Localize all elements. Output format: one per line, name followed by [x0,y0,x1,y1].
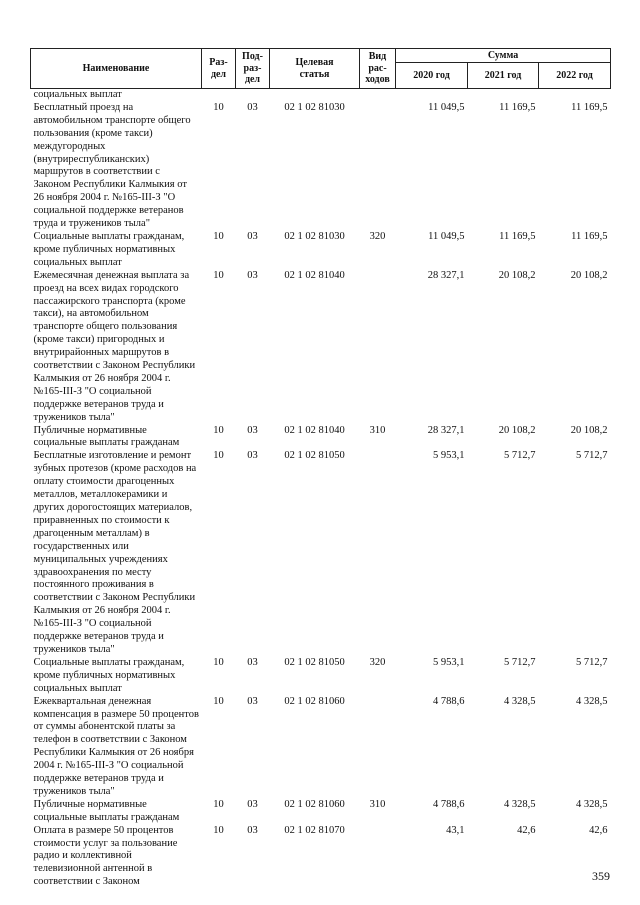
cell-2022: 5 712,7 [576,656,608,668]
header-2020: 2020 год [396,63,468,89]
cell-razdel: 10 [213,450,224,462]
cell-vid [360,696,396,799]
cell-2022: 11 169,5 [571,101,608,113]
cell-podrazdel: 03 [247,798,258,810]
cell-2022: 11 169,5 [571,230,608,242]
cell-name: Социальные выплаты гражданам, кроме публичных нормативных социальных выплат [33,230,185,268]
cell-podrazdel: 03 [247,695,258,707]
cell-target: 02 1 02 81040 [284,269,345,281]
cell-vid: 320 [369,230,386,242]
cell-2021: 20 108,2 [498,269,536,281]
header-sum: Сумма [396,49,611,63]
cell-2021: 5 712,7 [504,656,536,668]
header-vid-line1: Вид [368,51,387,63]
cell-2022: 4 328,5 [576,798,608,810]
table-row [31,696,611,799]
cell-2021 [468,89,539,102]
cell-2022: 4 328,5 [576,695,608,707]
cell-podrazdel: 03 [247,424,258,436]
cell-2020: 4 788,6 [433,798,465,810]
cell-razdel: 10 [213,695,224,707]
cell-2021: 42,6 [517,824,536,836]
cell-2022 [539,89,611,102]
header-razdel [202,49,236,89]
table-row [31,657,611,696]
header-podrazdel-line1: Под- [242,51,263,63]
cell-razdel: 10 [213,101,224,113]
table-body [31,89,611,890]
header-vid [360,49,396,89]
table-row [31,89,611,102]
cell-razdel: 10 [213,656,224,668]
cell-podrazdel: 03 [247,656,258,668]
cell-vid [360,102,396,231]
table-row [31,825,611,890]
cell-podrazdel: 03 [247,230,258,242]
cell-name: социальных выплат [33,89,122,100]
cell-target: 02 1 02 81060 [284,798,345,810]
cell-2020: 5 953,1 [433,450,465,462]
cell-podrazdel: 03 [247,101,258,113]
cell-target: 02 1 02 81050 [284,656,345,668]
header-target [270,49,360,89]
cell-2020: 11 049,5 [428,230,465,242]
cell-name: Бесплатный проезд на автомобильном транспорте общего пользования (кроме такси) междугородных (внутриреспубликанских) маршрутов в соответствии с Законом Республики Калмыкия от 26 ноября 2004 г. №165-III-З "О социальной поддержке ветеранов труда и тружеников тыла" [33,101,191,230]
table-row [31,102,611,231]
cell-vid [360,825,396,890]
cell-2022: 5 712,7 [576,450,608,462]
cell-2020: 5 953,1 [433,656,465,668]
cell-2022: 42,6 [589,824,608,836]
cell-vid: 320 [369,656,386,668]
cell-vid [360,89,396,102]
cell-vid [360,270,396,425]
cell-razdel: 10 [213,424,224,436]
cell-2022: 20 108,2 [570,424,608,436]
cell-name: Ежеквартальная денежная компенсация в размере 50 процентов от суммы абонентской платы за телефон в соответствии с Законом Республики Калмыкия от 26 ноября 2004 г. №165-III-З "О социальной поддержке ветеранов труда и тружеников тыла" [33,695,199,797]
cell-razdel: 10 [213,269,224,281]
table-row [31,799,611,825]
cell-target: 02 1 02 81060 [284,695,345,707]
cell-2020 [396,89,468,102]
cell-name: Социальные выплаты гражданам, кроме публичных нормативных социальных выплат [33,656,185,694]
budget-table-page [30,48,610,889]
budget-table [30,48,611,889]
header-razdel-line2: дел [210,68,227,80]
cell-target [270,89,360,102]
cell-podrazdel [236,89,270,102]
table-header [31,49,611,89]
cell-name: Публичные нормативные социальные выплаты гражданам [33,798,180,823]
cell-name: Публичные нормативные социальные выплаты гражданам [33,424,180,449]
cell-2020: 11 049,5 [428,101,465,113]
cell-2021: 4 328,5 [504,798,536,810]
cell-2021: 5 712,7 [504,450,536,462]
cell-razdel [202,89,236,102]
cell-2021: 11 169,5 [499,101,536,113]
header-vid-line2: рас- [368,62,387,74]
header-2022: 2022 год [539,63,611,89]
header-razdel-line1: Раз- [209,57,228,68]
header-2021: 2021 год [468,63,539,89]
cell-2021: 11 169,5 [499,230,536,242]
header-podrazdel-line2: раз- [243,62,262,74]
header-vid-line3: ходов [365,74,390,86]
cell-podrazdel: 03 [247,269,258,281]
cell-podrazdel: 03 [247,824,258,836]
cell-2021: 20 108,2 [498,424,536,436]
cell-2021: 4 328,5 [504,695,536,707]
cell-razdel: 10 [213,230,224,242]
cell-target: 02 1 02 81040 [284,424,345,436]
header-name: Наименование [31,49,202,89]
cell-target: 02 1 02 81050 [284,450,345,462]
cell-target: 02 1 02 81030 [284,101,345,113]
cell-2022: 20 108,2 [570,269,608,281]
cell-2020: 28 327,1 [427,424,465,436]
table-row [31,231,611,270]
header-podrazdel-line3: дел [244,74,261,86]
cell-name: Оплата в размере 50 процентов стоимости услуг за пользование радио и коллективной телевизионной антенной в соответствии с Законом [33,824,178,888]
cell-2020: 28 327,1 [427,269,465,281]
cell-name: Бесплатные изготовление и ремонт зубных протезов (кроме расходов на оплату стоимости драгоценных металлов, металлокерамики и других дорогостоящих материалов, приравненных по стоимости к драгоценным металлам) в государственных или муниципальных учреждениях здравоохранения по месту постоянного проживания в соответствии с Законом Республики Калмыкия от 26 ноября 2004 г. №165-III-З "О социальной поддержке ветеранов труда и тружеников тыла" [33,450,197,655]
header-podrazdel [236,49,270,89]
header-target-line2: статья [299,68,330,80]
cell-name: Ежемесячная денежная выплата за проезд на всех видах городского пассажирского транспорта (кроме такси), на автомобильном транспорте общего пользования (кроме такси) пригородных и внутрирайонных маршрутов в соответствии с Законом Республики Калмыкия от 26 ноября 2004 г. №165-III-З "О социальной поддержке ветеранов труда и тружеников тыла" [33,269,196,423]
table-row [31,425,611,451]
cell-target: 02 1 02 81070 [284,824,345,836]
header-target-line1: Целевая [295,57,334,68]
cell-podrazdel: 03 [247,450,258,462]
cell-2020: 43,1 [446,824,465,836]
table-row [31,450,611,657]
cell-target: 02 1 02 81030 [284,230,345,242]
cell-vid: 310 [369,798,386,810]
cell-vid [360,450,396,657]
cell-2020: 4 788,6 [433,695,465,707]
cell-vid: 310 [369,424,386,436]
cell-razdel: 10 [213,798,224,810]
table-row [31,270,611,425]
cell-razdel: 10 [213,824,224,836]
page-number: 359 [592,869,610,883]
